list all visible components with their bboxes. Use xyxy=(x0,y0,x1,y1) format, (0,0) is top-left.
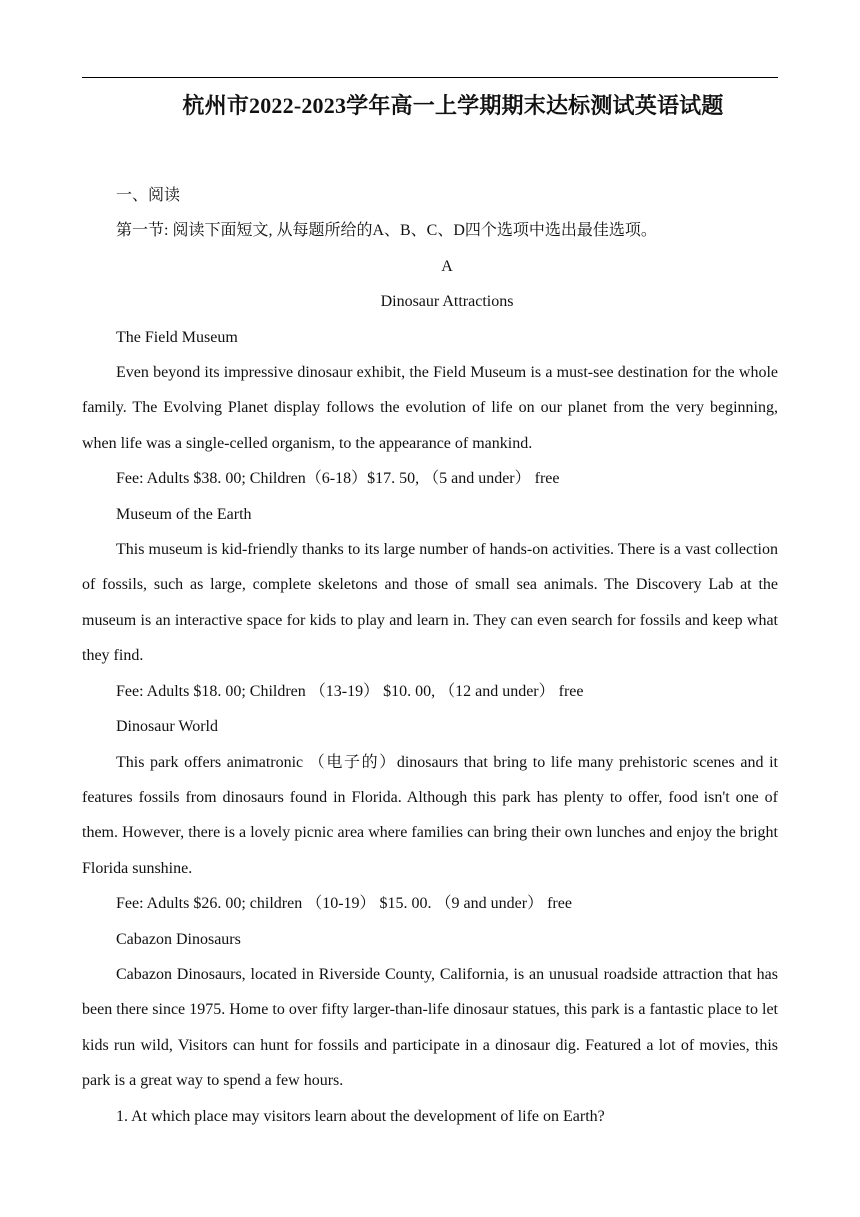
attraction-description: This park offers animatronic （电子的）dinosaurs that bring to life many prehistoric scenes and it features fossils from dinosaurs found in Florida. Although this park has plenty to offer, food isn't one of them. However, there is a lovely picnic area where families can bring their own lunches and enjoy the bright Florida sunshine. xyxy=(82,753,778,877)
attraction-fee: Fee: Adults $38. 00; Children（6-18）$17. 50, （5 and under） free xyxy=(116,470,560,488)
section-heading: 一、阅读 xyxy=(116,187,181,204)
attraction-description: Cabazon Dinosaurs, located in Riverside County, California, is an unusual roadside attraction that has been there since 1975. Home to over fifty larger-than-life dinosaur statues, this park is a fantastic place to let kids run wild, Visitors can hunt for fossils and participate in a dinosaur dig. Featured a lot of movies, this park is a great way to spend a few hours. xyxy=(82,965,778,1090)
attraction-name: The Field Museum xyxy=(116,328,238,346)
question-1: 1. At which place may visitors learn about the development of life on Earth? xyxy=(116,1107,605,1125)
attraction-name: Cabazon Dinosaurs xyxy=(116,930,241,948)
passage-title: Dinosaur Attractions xyxy=(380,293,514,311)
attraction-name: Museum of the Earth xyxy=(116,505,252,523)
attraction-name: Dinosaur World xyxy=(116,718,218,736)
section-instruction: 第一节: 阅读下面短文, 从每题所给的A、B、C、D四个选项中选出最佳选项。 xyxy=(116,222,657,240)
attraction-fee: Fee: Adults $18. 00; Children （13-19） $10. 00, （12 and under） free xyxy=(116,682,584,700)
document-body xyxy=(82,178,778,1134)
exam-title: 杭州市2022-2023学年高一上学期期末达标测试英语试题 xyxy=(182,93,724,118)
header-rule xyxy=(82,77,778,78)
attraction-fee: Fee: Adults $26. 00; children （10-19） $15. 00. （9 and under） free xyxy=(116,895,572,913)
passage-letter: A xyxy=(441,257,453,275)
attraction-description: Even beyond its impressive dinosaur exhibit, the Field Museum is a must-see destination for the whole family. The Evolving Planet display follows the evolution of life on our planet from the very beginning, when life was a single-celled organism, to the appearance of mankind. xyxy=(82,364,778,452)
attraction-description: This museum is kid-friendly thanks to its large number of hands-on activities. There is a vast collection of fossils, such as large, complete skeletons and those of small sea animals. The Discovery Lab at the museum is an interactive space for kids to play and learn in. They can even search for fossils and keep what they find. xyxy=(82,541,778,665)
